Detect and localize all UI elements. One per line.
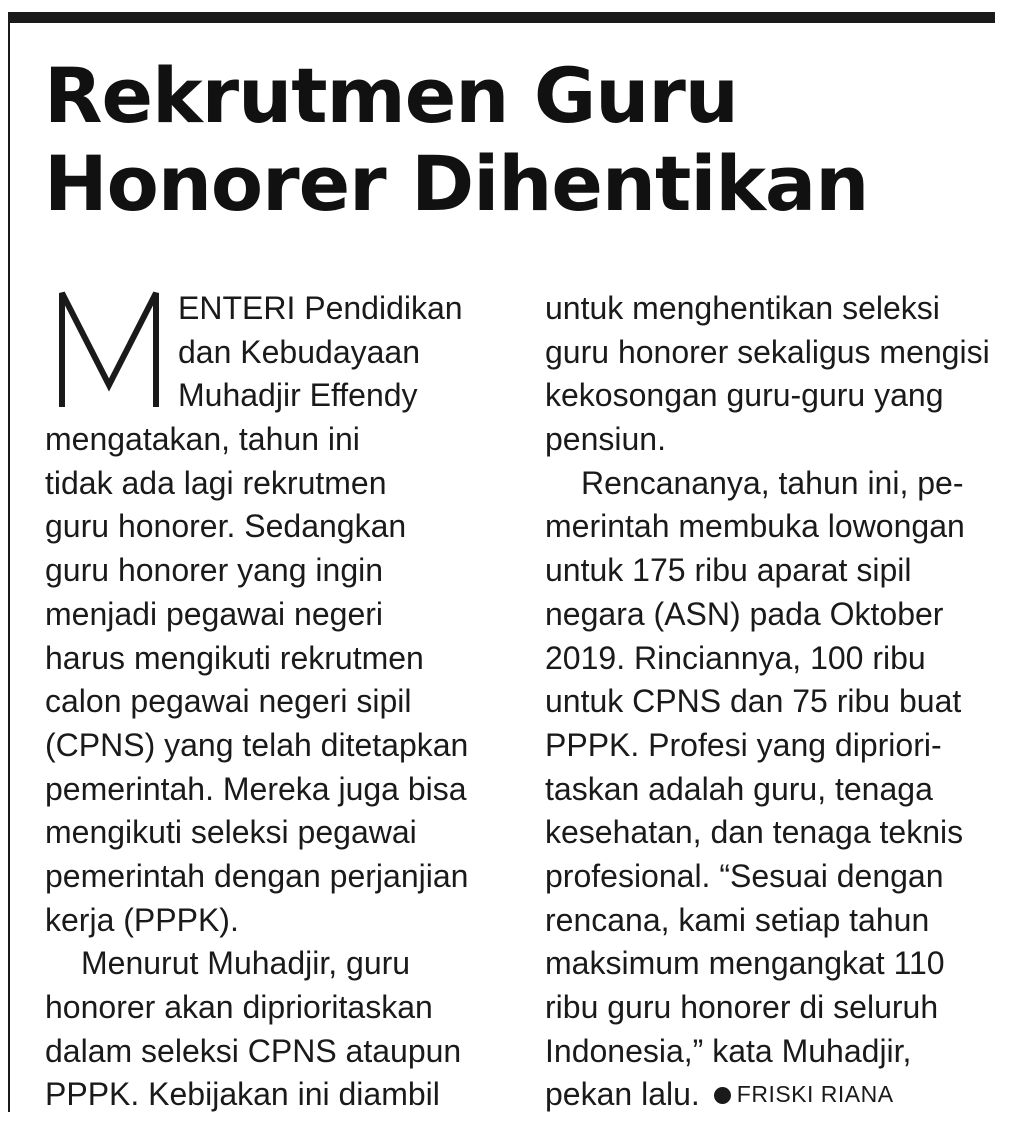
text-line: Rencananya, tahun ini, pe-	[581, 464, 964, 501]
text-line: maksimum mengangkat 110	[545, 945, 945, 982]
svg-text:M: M	[52, 287, 53, 288]
left-column-rule	[8, 12, 10, 1112]
text-line: guru honorer sekaligus mengisi	[545, 333, 990, 370]
text-line: ribu guru honorer di seluruh	[545, 989, 939, 1025]
final-line-with-byline	[545, 1073, 894, 1117]
text-line: untuk CPNS dan 75 ribu buat	[545, 683, 962, 720]
left-column	[45, 287, 485, 1117]
text-line: kerja (PPPK).	[45, 901, 239, 938]
text-line: PPPK. Kebijakan ini diambil	[45, 1076, 440, 1113]
text-line: 2019. Rinciannya, 100 ribu	[545, 639, 926, 676]
text-line: kesehatan, dan tenaga teknis	[545, 814, 964, 851]
text-line: guru honorer. Sedangkan	[45, 508, 407, 545]
text-line: dalam seleksi CPNS ataupun	[45, 1032, 462, 1069]
text-line: taskan adalah guru, tenaga	[545, 770, 933, 807]
headline-line-1: Rekrutmen Guru	[44, 51, 738, 140]
text-line: tidak ada lagi rekrutmen	[45, 464, 387, 501]
text-line: mengatakan, tahun ini	[45, 421, 360, 458]
text-line: mengikuti seleksi pegawai	[45, 814, 417, 851]
text-line: untuk 175 ribu aparat sipil	[545, 552, 912, 589]
text-line: Muhadjir Effendy	[178, 377, 418, 414]
text-line: harus mengikuti rekrutmen	[45, 639, 424, 676]
text-line: (CPNS) yang telah ditetapkan	[45, 726, 469, 763]
text-line: Indonesia,” kata Muhadjir,	[545, 1032, 912, 1069]
text-line: pemerintah. Mereka juga bisa	[45, 770, 467, 807]
text-line: pemerintah dengan perjanjian	[45, 857, 469, 894]
bullet-dot-icon	[714, 1087, 731, 1104]
text-line: merintah membuka lowongan	[545, 508, 965, 545]
right-column	[545, 287, 1005, 1117]
text-line: pekan lalu.	[545, 1076, 700, 1113]
top-rule	[10, 12, 995, 23]
text-line: guru honorer yang ingin	[45, 552, 384, 589]
text-line: dan Kebudayaan	[178, 333, 420, 370]
text-line: honorer akan diprioritaskan	[45, 989, 433, 1025]
headline-line-2: Honorer Dihentikan	[44, 139, 869, 228]
text-line: menjadi pegawai negeri	[45, 595, 383, 632]
text-line: rencana, kami setiap tahun	[545, 901, 930, 938]
headline	[44, 52, 1004, 228]
author-byline: FRISKI RIANA	[736, 1081, 894, 1108]
text-line: untuk menghentikan seleksi	[545, 290, 940, 326]
text-line: Menurut Muhadjir, guru	[81, 945, 411, 982]
text-line: calon pegawai negeri sipil	[45, 683, 412, 720]
text-line: ENTERI Pendidikan	[178, 290, 463, 326]
text-line: kekosongan guru-guru yang	[545, 377, 944, 414]
text-line: pensiun.	[545, 421, 666, 458]
text-line: negara (ASN) pada Oktober	[545, 595, 944, 632]
text-line: profesional. “Sesuai dengan	[545, 857, 944, 894]
text-line: PPPK. Profesi yang dipriori-	[545, 726, 942, 763]
